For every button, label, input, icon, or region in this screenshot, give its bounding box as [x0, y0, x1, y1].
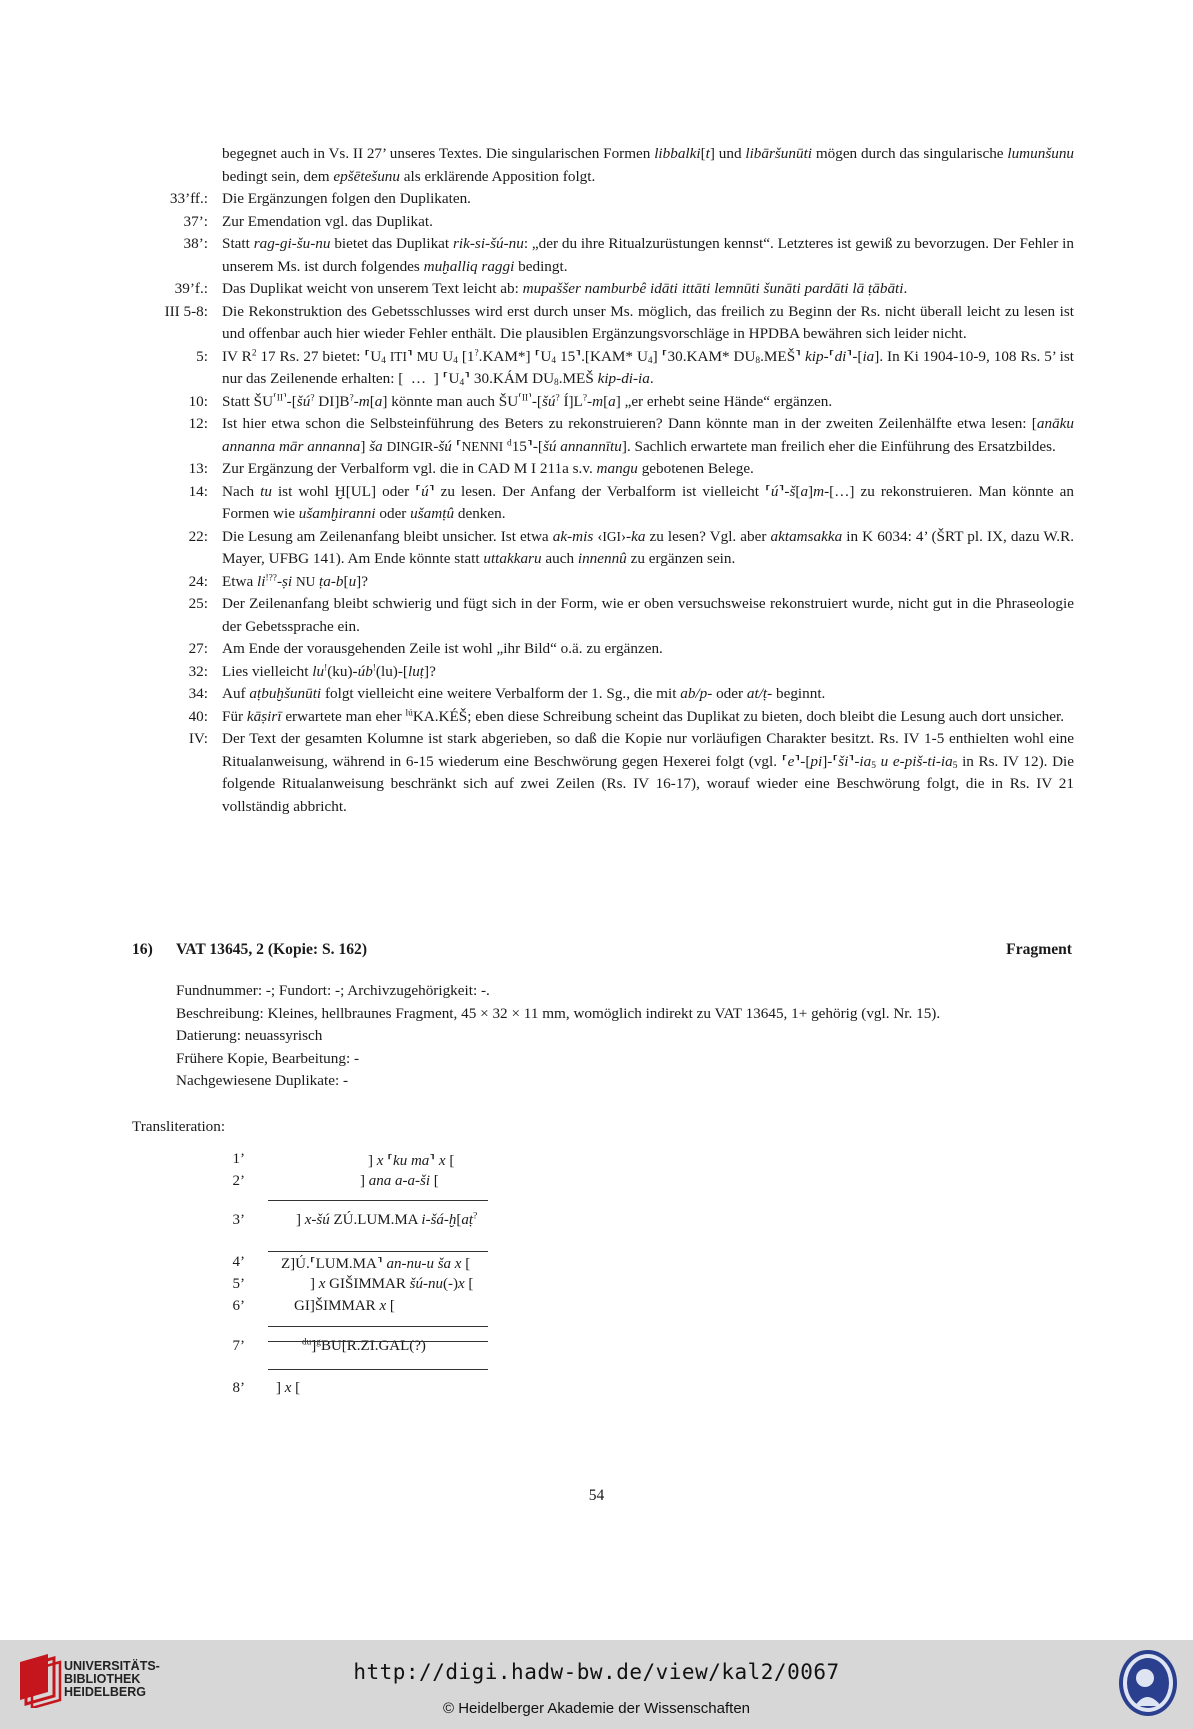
line-number: 5’ [232, 1276, 245, 1292]
note-label: 37’: [183, 212, 208, 230]
note-label: 13: [188, 460, 208, 477]
transliteration-line: ] x GIŠIMMAR šú-nu(-)x [ [310, 1276, 474, 1292]
note-text: Die Lesung am Zeilenanfang bleibt unsicher. Ist etwa ak-mis ‹IGI›-ka zu lesen? Vgl. aber aktamsakka in K 6034: 4’ (ŠRT pl. IX, dazu W.R. Mayer, UFBG 141). Am Ende könnte statt uttakkaru auch innennû zu ergänzen sein. [222, 527, 1074, 567]
note-text: Am Ende der vorausgehenden Zeile ist wohl „ihr Bild“ o.ä. zu ergänzen. [222, 640, 663, 657]
note-text: Der Zeilenanfang bleibt schwierig und fügt sich in der Form, wie er oben versuchsweise rekonstruiert wurde, nicht gut in die Phraseologie der Gebetssprache ein. [222, 595, 1074, 635]
commentary-note [140, 301, 1074, 346]
commentary-note [140, 706, 1074, 729]
transliteration-line: GI]ŠIMMAR x [ [294, 1298, 395, 1314]
note-text: Der Text der gesamten Kolumne ist stark abgerieben, so daß die Kopie nur vorläufigen Charakter besitzt. Rs. IV 1-5 enthielten wohl eine Ritualanweisung, während in 6-15 wiederum eine Beschwörung gegen Hexerei folgt (vgl. $⸢e⸣-[pi]-⸢ši⸣-ia_5$ u $e-piš-ti-ia_5$ in Rs. IV 12). Die folgende Ritualanweisung beschränkt sich auf zwei Zeilen (Rs. IV 16-17), worauf wieder eine Beschwörung folgt, die in Rs. IV 21 vollständig abbricht. [222, 730, 1075, 815]
note-text: Zur Emendation vgl. das Duplikat. [222, 212, 433, 230]
entry-title: VAT 13645, 2 (Kopie: S. 162) [176, 941, 368, 958]
meta-line: Frühere Kopie, Bearbeitung: - [176, 1049, 360, 1067]
commentary-note [140, 728, 1074, 818]
line-number: 8’ [232, 1380, 245, 1396]
line-divider [268, 1341, 488, 1342]
note-text: Die Rekonstruktion des Gebetsschlusses wird erst durch unser Ms. möglich, das freilich zu Beginn der Rs. nicht überall leicht zu lesen ist und offenbar auch hier wieder Fehler enthält. Die plausiblen Ergänzungsvorschläge in HPDBA bewähren sich leider nicht. [222, 302, 1074, 342]
line-divider [268, 1326, 488, 1327]
commentary-note [140, 661, 1074, 684]
line-number: 4’ [232, 1254, 245, 1270]
commentary-notes [140, 143, 1074, 818]
note-text: Für kāṣirī erwartete man eher $^{lú}$KA.KÉŠ; eben diese Schreibung scheint das Duplikat zu bieten, doch bleibt die Lesung auch dort unsicher. [222, 707, 1065, 725]
line-number: 6’ [232, 1298, 245, 1314]
note-label [140, 143, 222, 188]
line-number: 3’ [232, 1212, 245, 1228]
note-text: Ist hier etwa schon die Selbsteinführung des Beters zu rekonstruieren? Dann könnte man in der zweiten Zeilenhälfte etwa lesen: [anāku annanna mār annanna] ša DINGIR-šú ⸢NENNI $^d$15⸣-[šú annannītu]. Sachlich erwartete man freilich eher die Einführung des Ersatzbildes. [222, 415, 1074, 455]
commentary-note [140, 458, 1074, 481]
transliteration-line: ] x-šú ZÚ.LUM.MA i-šá-ḫ[aṭ? [296, 1211, 478, 1228]
meta-line: Nachgewiesene Duplikate: - [176, 1072, 349, 1089]
commentary-note [140, 526, 1074, 571]
note-text: Das Duplikat weicht von unserem Text leicht ab: mupaššer namburbê idāti ittāti lemnūti šunāti pardāti lā ṭābāti. [222, 280, 908, 297]
transliteration-line: ] x ⸢ku ma⸣ x [ [368, 1153, 455, 1169]
line-divider [268, 1200, 488, 1201]
transliteration-line: ] x [ [276, 1380, 301, 1396]
copyright-notice: © Heidelberger Akademie der Wissenschaften [442, 1700, 751, 1717]
note-text: Statt $ŠU^{⸢II⸣}-[šú^?$ DI]B?-m[a] könnte man auch $ŠU^{⸢II⸣}-[šú^?$ Í]L?-m[a] „er erhebt seine Hände“ ergänzen. [222, 392, 833, 410]
academy-seal-icon [1117, 1648, 1179, 1718]
meta-line: Datierung: neuassyrisch [176, 1027, 323, 1044]
library-name: UNIVERSITÄTS- BIBLIOTHEK HEIDELBERG [64, 1659, 160, 1699]
commentary-note [140, 278, 1074, 301]
note-label: 24: [188, 572, 208, 590]
entry-number: 16) [132, 941, 153, 958]
note-label: 38’: [183, 235, 208, 252]
note-label: IV: [188, 730, 208, 747]
page-number: 54 [588, 1487, 605, 1504]
note-text: Nach tu ist wohl Ḫ[UL] oder ⸢ú⸣ zu lesen. Der Anfang der Verbalform ist vielleicht ⸢ú⸣-š[a]m-[…] zu rekonstruieren. Man könnte an Formen wie ušamḫiranni oder ušamṭû denken. [222, 482, 1075, 522]
note-label: III 5-8: [164, 302, 208, 320]
commentary-note [140, 481, 1074, 526]
note-label: 14: [188, 482, 208, 500]
viewer-footer [0, 1640, 1193, 1729]
note-label: 39’f.: [174, 280, 208, 297]
entry-kind: Fragment [1006, 941, 1072, 958]
note-label: 27: [188, 640, 208, 657]
permalink-url[interactable]: http://digi.hadw-bw.de/view/kal2/0067 [353, 1660, 840, 1684]
note-label: 33’ff.: [169, 190, 208, 207]
commentary-note [140, 346, 1074, 391]
note-text: Zur Ergänzung der Verbalform vgl. die in CAD M I 211a s.v. mangu gebotenen Belege. [222, 460, 754, 477]
transliteration-line: ] ana a-a-ši [ [360, 1173, 439, 1189]
commentary-note [140, 188, 1074, 211]
meta-line: Fundnummer: -; Fundort: -; Archivzugehörigkeit: -. [176, 982, 490, 999]
commentary-note [140, 233, 1074, 278]
meta-line: Beschreibung: Kleines, hellbraunes Fragment, 45 × 32 × 11 mm, womöglich indirekt zu VAT 13645, 1+ gehörig (vgl. Nr. 15). [176, 1004, 941, 1022]
note-label: 40: [188, 707, 208, 725]
commentary-note [140, 211, 1074, 234]
note-text: Etwa li!??-ṣi NU ṭa-b[u]? [222, 572, 368, 590]
note-label: 12: [188, 415, 208, 432]
commentary-note [140, 593, 1074, 638]
commentary-note [140, 638, 1074, 661]
note-text: begegnet auch in Vs. II 27’ unseres Textes. Die singularischen Formen libbalki[t] und libāršunūti mögen durch das singularische lumunšunu bedingt sein, dem epšētešunu als erklärende Apposition folgt. [222, 145, 1075, 185]
commentary-note [140, 683, 1074, 706]
commentary-note [140, 413, 1074, 458]
commentary-note [140, 571, 1074, 594]
entry-metadata [176, 980, 940, 1093]
note-text: Die Ergänzungen folgen den Duplikaten. [222, 190, 471, 207]
line-divider [268, 1369, 488, 1370]
line-number: 2’ [232, 1173, 245, 1189]
note-text: Statt rag-gi-šu-nu bietet das Duplikat rik-si-šú-nu: „der du ihre Ritualzurüstungen kennst“. Letzteres ist gewiß zu bevorzugen. Der Fehler in unserem Ms. ist durch folgendes muḫalliq raggi bedingt. [222, 235, 1074, 275]
transliteration-label: Transliteration: [132, 1118, 226, 1135]
note-label: 25: [188, 595, 208, 612]
line-number: 7’ [232, 1338, 245, 1354]
commentary-note [140, 391, 1074, 414]
commentary-note [140, 143, 1074, 188]
note-label: 10: [188, 392, 208, 410]
note-text: Lies vielleicht lu!(ku)-úb!(lu)-[luṭ]? [222, 662, 436, 680]
note-text: Auf aṭbuḫšunūti folgt vielleicht eine weitere Verbalform der 1. Sg., die mit ab/p- oder at/ṭ- beginnt. [222, 685, 826, 702]
note-label: 22: [188, 527, 208, 545]
line-number: 1’ [232, 1151, 245, 1167]
note-label: 5: [196, 347, 208, 365]
transliteration-line: $^{du}$]$^g$BU[R.ZI.GAL(?) [302, 1337, 426, 1354]
note-label: 34: [188, 685, 208, 702]
note-label: 32: [188, 662, 208, 680]
transliteration-line: Z]Ú.⸢LUM.MA⸣ an-nu-u ša x [ [281, 1256, 471, 1272]
line-divider [268, 1251, 488, 1252]
note-text: IV $R^2$ 17 Rs. 27 bietet: $⸢U_4$ ITI⸣ MU $U_4$ [1?.KAM*] $⸢U_4$ 15⸣.[KAM* $U_4$] ⸢30.KAM* $DU_8.MEŠ⸣$ kip-⸢di⸣-[ia]. In Ki 1904-10-9, 108 Rs. 5’ ist nur das Zeilenende erhalten: [ … ] $⸢U_4⸣$ 30.KÁM $DU_8.MEŠ$ kip-di-ia. [222, 347, 1075, 388]
